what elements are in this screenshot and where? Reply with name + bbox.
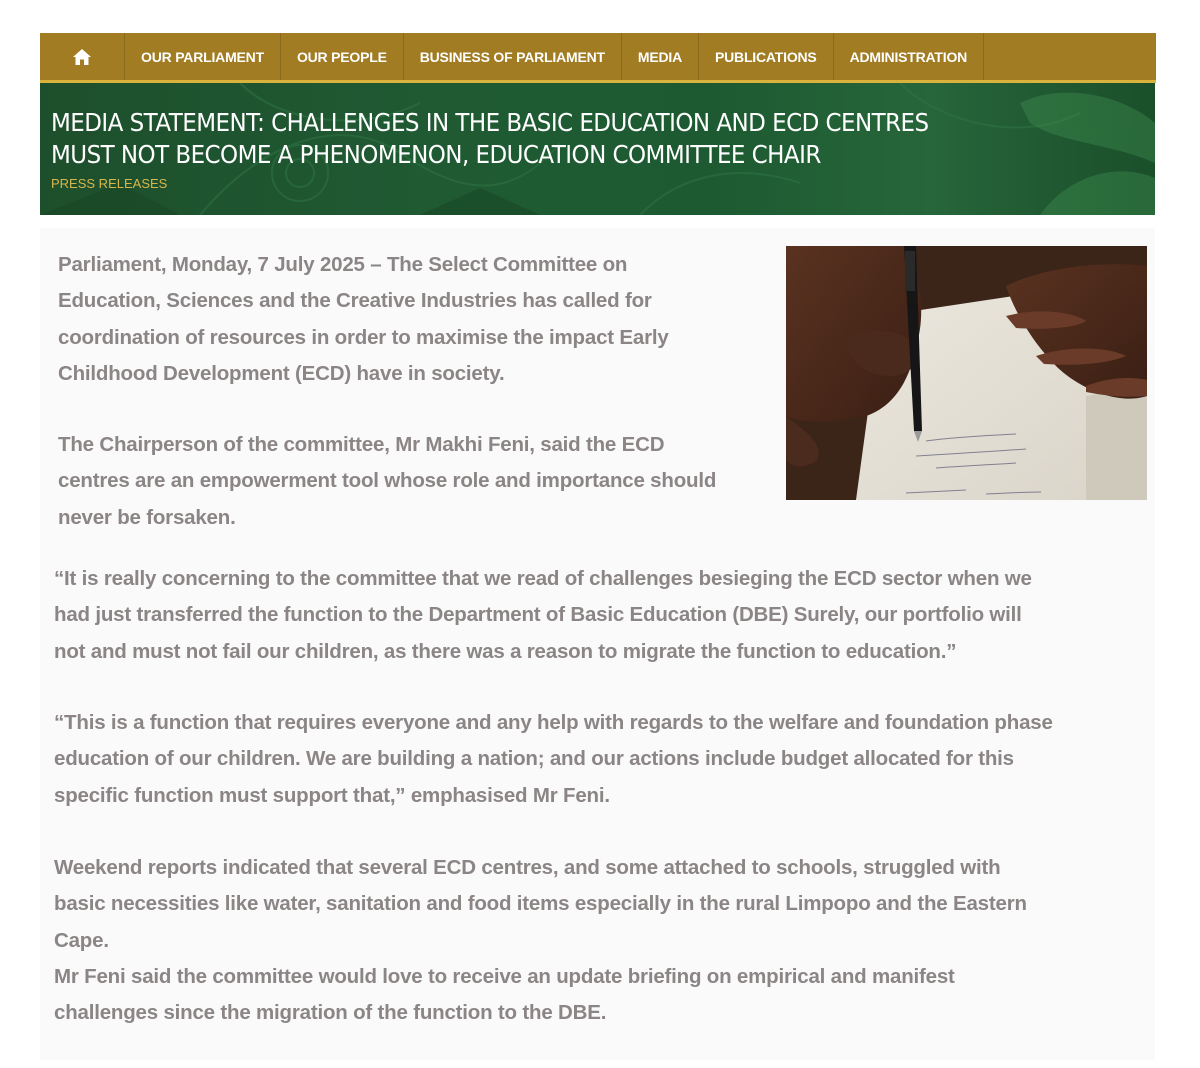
- text-line: “This is a function that requires everyone and any help with regards to the welfare and foundation phase: [54, 711, 1053, 734]
- text-line: Parliament, Monday, 7 July 2025 – The Select Committee on: [58, 253, 628, 276]
- writing-hands-image: [786, 246, 1147, 500]
- text-line: Cape.: [54, 928, 109, 952]
- text-line: Mr Feni said the committee would love to receive an update briefing on empirical and manifest: [54, 964, 955, 988]
- nav-item-our-people[interactable]: OUR PEOPLE: [281, 33, 404, 80]
- text-line: Childhood Development (ECD) have in society.: [58, 361, 505, 385]
- page-header-banner: [40, 83, 1155, 215]
- text-line: education of our children. We are building a nation; and our actions include budget allocated for this: [54, 747, 1014, 771]
- page-title-line-2: MUST NOT BECOME A PHENOMENON, EDUCATION COMMITTEE CHAIR: [51, 140, 821, 169]
- main-nav: [40, 33, 1156, 83]
- text-line: challenges since the migration of the function to the DBE.: [54, 1001, 607, 1025]
- article-paragraph-quote-1: [54, 561, 1154, 670]
- text-line: not and must not fail our children, as there was a reason to migrate the function to education.”: [54, 639, 957, 663]
- text-line: never be forsaken.: [58, 505, 236, 529]
- nav-item-administration[interactable]: ADMINISTRATION: [834, 33, 985, 80]
- text-line: had just transferred the function to the Department of Basic Education (DBE) Surely, our portfolio will: [54, 603, 1022, 627]
- nav-item-publications[interactable]: PUBLICATIONS: [699, 33, 834, 80]
- text-line: basic necessities like water, sanitation and food items especially in the rural Limpopo and the Eastern: [54, 892, 1027, 916]
- nav-item-media[interactable]: MEDIA: [622, 33, 699, 80]
- text-line: Education, Sciences and the Creative Industries has called for: [58, 289, 652, 313]
- nav-home-button[interactable]: [40, 33, 125, 80]
- text-line: Weekend reports indicated that several ECD centres, and some attached to schools, struggled with: [54, 856, 1001, 879]
- text-line: coordination of resources in order to maximise the impact Early: [58, 325, 669, 349]
- page-title-line-1: MEDIA STATEMENT: CHALLENGES IN THE BASIC EDUCATION AND ECD CENTRES: [51, 108, 929, 137]
- text-line: centres are an empowerment tool whose role and importance should: [58, 469, 717, 493]
- article-paragraph-reports: [54, 850, 1154, 1031]
- article-paragraph-chairperson: [58, 427, 788, 536]
- text-line: “It is really concerning to the committee that we read of challenges besieging the ECD sector when we: [54, 567, 1032, 590]
- home-icon: [72, 48, 92, 66]
- nav-item-business-of-parliament[interactable]: BUSINESS OF PARLIAMENT: [404, 33, 622, 80]
- category-link[interactable]: PRESS RELEASES: [51, 176, 168, 191]
- page-title: [51, 107, 962, 171]
- text-line: The Chairperson of the committee, Mr Makhi Feni, said the ECD: [58, 433, 665, 456]
- article-lead-paragraph: [58, 247, 778, 392]
- text-line: specific function must support that,” emphasised Mr Feni.: [54, 783, 610, 807]
- article-paragraph-quote-2: [54, 705, 1154, 814]
- article-photo: [786, 246, 1147, 500]
- nav-item-our-parliament[interactable]: OUR PARLIAMENT: [125, 33, 281, 80]
